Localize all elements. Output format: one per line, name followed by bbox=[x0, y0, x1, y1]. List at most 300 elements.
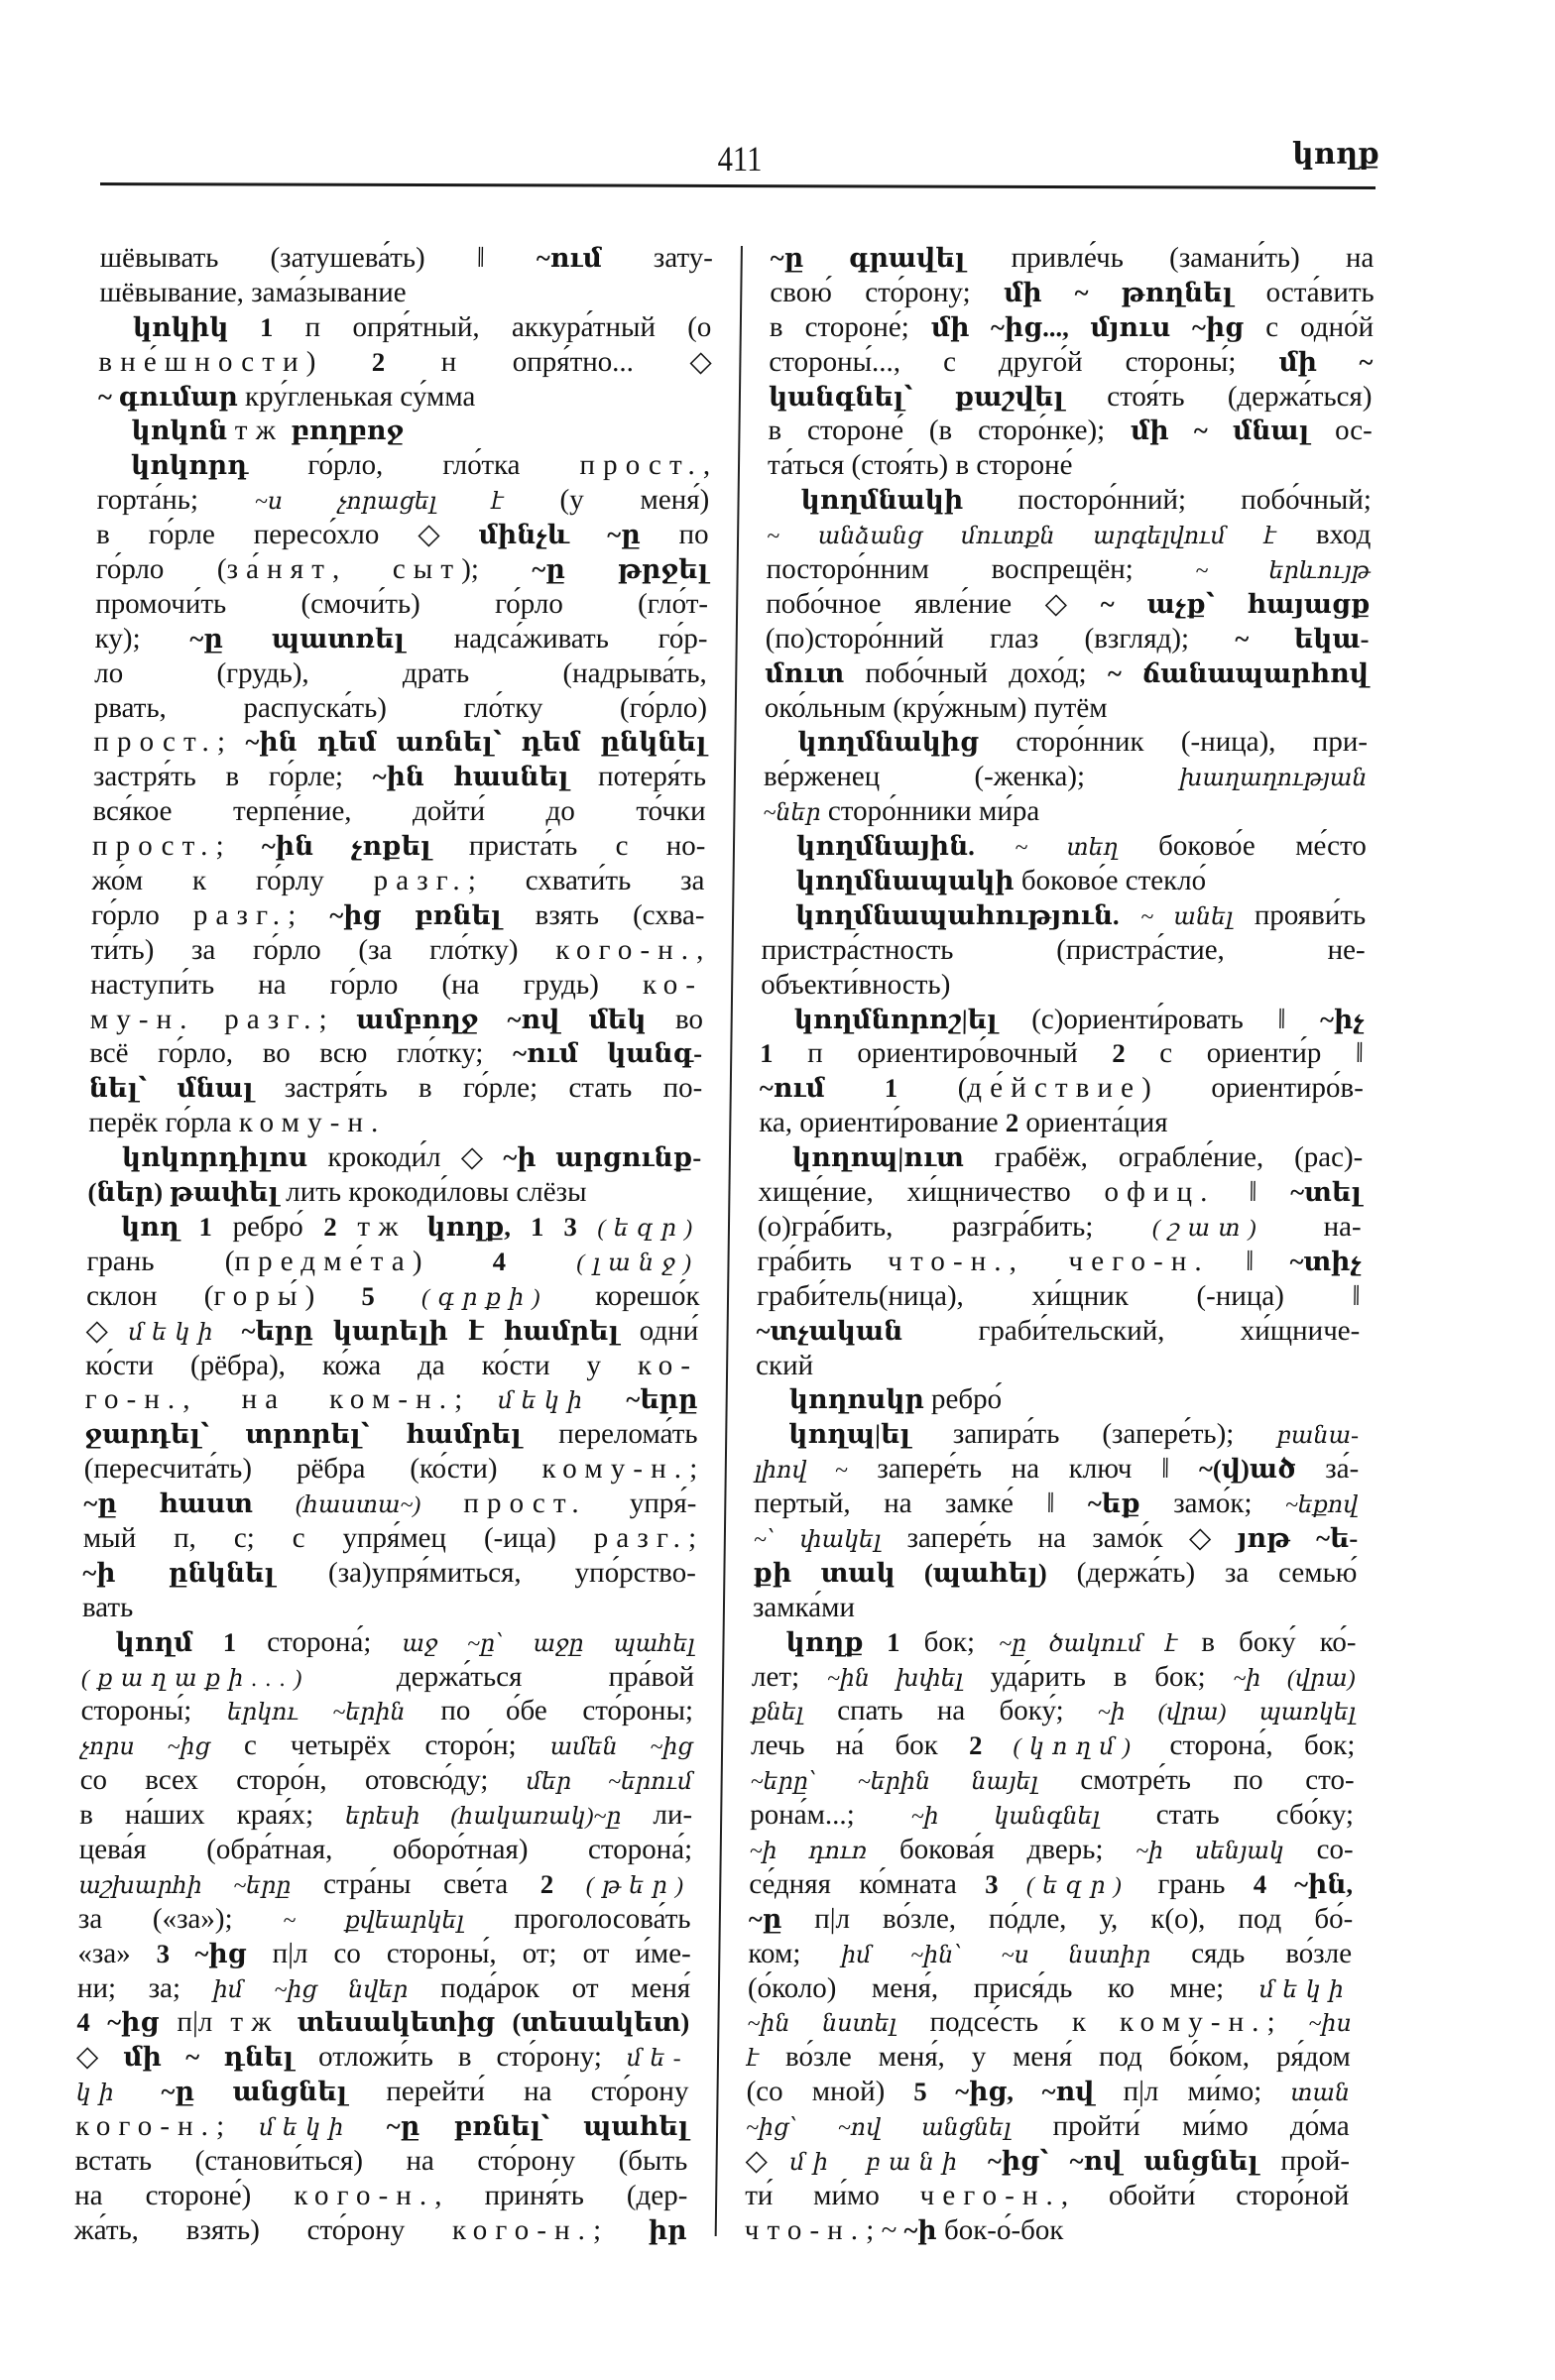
headword: կոկիկ bbox=[132, 311, 229, 342]
line-text bbox=[122, 1140, 702, 1175]
line-text bbox=[85, 1314, 698, 1351]
entry-line bbox=[89, 1003, 702, 1037]
line-text bbox=[796, 829, 1367, 866]
line-text bbox=[78, 1867, 692, 1904]
russian-text: се́дняя ко́мната bbox=[749, 1867, 986, 1900]
line-text bbox=[79, 1833, 693, 1867]
russian-text: запере́ть на замо́к ◇ bbox=[880, 1521, 1238, 1554]
russian-text: зату- bbox=[601, 242, 714, 274]
bold-phrase: մինչև ~ը bbox=[478, 520, 641, 550]
line-text bbox=[84, 1382, 697, 1419]
russian-text: та́ться (стоя́ть) в стороне́ bbox=[767, 449, 1073, 482]
bold-phrase: ~ին հասնել bbox=[372, 762, 569, 792]
line-text bbox=[84, 1417, 698, 1452]
entry-line bbox=[81, 1660, 694, 1695]
russian-text: лет; bbox=[751, 1660, 828, 1693]
russian-text: п опря́тный, аккура́тный (о bbox=[273, 310, 712, 343]
spaced-label: го-н., на ком-н. bbox=[84, 1383, 455, 1416]
line-text bbox=[753, 1591, 856, 1625]
entry-headword-line bbox=[87, 1210, 700, 1245]
line-text bbox=[793, 1003, 1364, 1037]
russian-text: ( bbox=[897, 1072, 968, 1105]
spaced-label: за́нят bbox=[226, 553, 333, 586]
bold-phrase: ~ը bbox=[748, 1903, 782, 1934]
bold-phrase: ~տել bbox=[1290, 1177, 1363, 1208]
line-text bbox=[79, 1798, 692, 1835]
russian-text: сторо́нники ми́ра bbox=[820, 795, 1040, 828]
spaced-italic-label: մեկի bbox=[259, 2115, 352, 2142]
russian-text bbox=[279, 2006, 297, 2038]
line-text bbox=[82, 1556, 696, 1591]
russian-text: одни́ bbox=[618, 1314, 699, 1347]
russian-text: рона́м...; bbox=[750, 1799, 911, 1832]
russian-text: граби́тельский, хи́щниче- bbox=[902, 1314, 1361, 1347]
russian-text: (о́коло) меня́, прися́дь ко мне; bbox=[747, 1971, 1259, 2004]
russian-text: боково́е ме́сто bbox=[1118, 830, 1368, 863]
bold-phrase: կանգնել՝ քաշվել bbox=[768, 381, 1065, 412]
spaced-label: тж bbox=[234, 415, 285, 447]
russian-text: сторо́нник (-ница), при- bbox=[978, 726, 1369, 759]
bold-phrase: ~ը բռնել՝ պահել bbox=[386, 2111, 689, 2142]
entry-line bbox=[749, 1902, 1353, 1937]
entry-line bbox=[74, 2213, 687, 2248]
line-text bbox=[785, 1625, 1356, 1662]
entry-line bbox=[95, 587, 708, 622]
spaced-italic-label: (քաղաքի...) bbox=[80, 1665, 310, 1692]
line-text bbox=[90, 933, 703, 968]
line-text bbox=[82, 1591, 134, 1625]
bold-phrase: 2 bbox=[371, 346, 386, 377]
bold-phrase: ~ը անցնել bbox=[161, 2077, 348, 2107]
spaced-label: му-н. bbox=[89, 1003, 195, 1035]
russian-text: ребро́ bbox=[923, 1383, 1003, 1416]
entry-line bbox=[82, 1591, 695, 1625]
entry-line bbox=[92, 829, 705, 864]
spaced-italic-label: (թեր) bbox=[585, 1872, 692, 1899]
spaced-label: прост. bbox=[579, 449, 704, 482]
entry-line bbox=[83, 1487, 696, 1521]
bold-phrase: մի ~ից..., մյուս ~ից bbox=[930, 311, 1245, 342]
russian-text: в стороне́ (в сторо́нке); bbox=[768, 415, 1132, 447]
russian-text: грань ( bbox=[86, 1245, 235, 1277]
russian-text: подсе́сть к bbox=[896, 2006, 1121, 2039]
russian-text: , bbox=[702, 449, 711, 482]
spaced-italic-label: (լանջ) bbox=[576, 1250, 700, 1276]
entry-line bbox=[92, 794, 705, 829]
italic-example: ~ տեղ bbox=[1015, 835, 1119, 862]
entry-line bbox=[765, 691, 1369, 726]
line-text bbox=[756, 1349, 813, 1383]
line-text bbox=[79, 1763, 692, 1800]
bold-phrase: 5 bbox=[361, 1280, 376, 1311]
russian-text bbox=[375, 1280, 422, 1312]
russian-text: прояви́ть bbox=[1233, 898, 1367, 931]
italic-example: ~ը ծակում է bbox=[998, 1630, 1178, 1657]
italic-example: երեսի (հակառակ)~ը bbox=[344, 1804, 622, 1831]
russian-text: , приня́ть (дер- bbox=[434, 2179, 688, 2211]
entry-line bbox=[761, 933, 1365, 968]
russian-text: проголосова́ть bbox=[463, 1902, 691, 1935]
line-text bbox=[95, 587, 708, 622]
entry-headword-line bbox=[759, 1140, 1363, 1175]
line-text bbox=[750, 1763, 1354, 1800]
russian-text: цева́я (обра́тная, оборо́тная) сторона́; bbox=[78, 1833, 693, 1865]
bold-phrase: ~ի bbox=[903, 2214, 937, 2245]
russian-text: вход bbox=[1275, 519, 1372, 551]
bold-phrase: 2 bbox=[968, 1730, 983, 1761]
russian-text: ‖ bbox=[1209, 1245, 1290, 1277]
entry-line bbox=[98, 380, 711, 415]
italic-example: (հաստա~) bbox=[295, 1492, 421, 1519]
russian-text: (у меня́) bbox=[503, 484, 710, 517]
bold-phrase: ~երը bbox=[626, 1384, 698, 1415]
entry-line bbox=[79, 1798, 692, 1833]
entry-headword-line bbox=[88, 1140, 701, 1175]
line-text bbox=[765, 656, 1369, 691]
russian-text: ◇ bbox=[75, 2041, 124, 2074]
headword: կողմնակի bbox=[800, 485, 964, 516]
italic-example: իմ ~ից նվեր bbox=[212, 1976, 409, 2003]
russian-text: с четырёх сторо́н; bbox=[209, 1729, 551, 1762]
spaced-label: прост. bbox=[93, 726, 218, 759]
entry-headword-line bbox=[755, 1382, 1359, 1417]
russian-text: ) ориентиро́в- bbox=[1140, 1072, 1365, 1105]
line-text bbox=[131, 448, 711, 483]
entry-line bbox=[766, 587, 1370, 622]
spaced-label: кому-н. bbox=[238, 1107, 387, 1139]
russian-text: за («за»); bbox=[77, 1902, 284, 1935]
russian-text bbox=[506, 1246, 577, 1277]
bold-phrase: 3 ~ից bbox=[156, 1938, 247, 1968]
bold-phrase: ~ում կանգ- bbox=[512, 1038, 703, 1069]
headword: կողմնապահություն. bbox=[794, 899, 1120, 930]
entry-line bbox=[91, 864, 704, 898]
russian-text: бокова́я дверь; bbox=[867, 1833, 1136, 1865]
entry-line bbox=[756, 1314, 1360, 1349]
line-text bbox=[748, 1971, 1353, 2008]
entry-line bbox=[76, 2005, 689, 2040]
russian-text: пристра́стность (пристра́стие, не- bbox=[761, 933, 1366, 966]
entry-line bbox=[78, 1867, 691, 1902]
line-text bbox=[753, 1556, 1358, 1591]
line-text bbox=[759, 1106, 1168, 1140]
russian-text bbox=[406, 1211, 426, 1243]
entry-line bbox=[77, 1937, 690, 1971]
italic-example: ~ անձանց մուտքն արգելվում է bbox=[766, 524, 1277, 550]
russian-text: го́рло bbox=[90, 898, 194, 931]
russian-text: го́рло ( bbox=[95, 553, 227, 586]
italic-example: ~՝ փակել bbox=[753, 1526, 882, 1553]
russian-text: по bbox=[640, 519, 709, 551]
russian-text: го́рло, гло́тка bbox=[248, 449, 580, 482]
line-text bbox=[94, 656, 707, 691]
entry-line bbox=[86, 1279, 699, 1314]
entry-line bbox=[94, 656, 707, 691]
russian-text: стра́ны све́та bbox=[291, 1867, 541, 1900]
spaced-label: ко- bbox=[642, 968, 704, 1001]
spaced-label: разг. bbox=[192, 898, 289, 931]
russian-text: стать сбо́ку; bbox=[1099, 1799, 1355, 1832]
russian-text: стоя́ть (держа́ться) bbox=[1063, 380, 1373, 413]
russian-text: н опря́тно... ◇ bbox=[385, 345, 713, 378]
line-text bbox=[747, 2005, 1352, 2042]
spaced-label: кого-н. bbox=[74, 2110, 217, 2143]
entry-line bbox=[750, 1763, 1354, 1798]
entry-line bbox=[759, 1106, 1363, 1140]
entry-line bbox=[745, 2144, 1349, 2179]
entry-line bbox=[84, 1452, 697, 1487]
entry-headword-line bbox=[752, 1625, 1356, 1660]
line-text bbox=[91, 864, 704, 898]
spaced-italic-label: (շատ) bbox=[1151, 1215, 1265, 1242]
entry-line bbox=[745, 2179, 1349, 2213]
russian-text: ; bbox=[592, 2213, 650, 2246]
entry-line bbox=[95, 552, 708, 587]
headword: կողք bbox=[785, 1626, 864, 1657]
russian-text: п|л bbox=[159, 2006, 231, 2039]
russian-text bbox=[420, 1488, 463, 1519]
russian-text: гра́бить bbox=[757, 1245, 889, 1277]
entry-headword-line bbox=[764, 725, 1368, 760]
russian-text: вать bbox=[81, 1591, 134, 1623]
russian-text: вся́кое терпе́ние, дойти́ до то́чки bbox=[92, 795, 706, 828]
russian-text: в боку́ ко́- bbox=[1176, 1625, 1357, 1658]
russian-text: с одно́й bbox=[1243, 310, 1375, 343]
line-text bbox=[757, 1279, 1361, 1314]
spaced-label: офиц. bbox=[1104, 1176, 1216, 1209]
russian-text: п|л со стороны́, от; от и́ме- bbox=[246, 1937, 692, 1969]
russian-text: лечь на́ бок bbox=[750, 1729, 970, 1762]
entry-line bbox=[766, 622, 1370, 656]
entry-line bbox=[745, 2213, 1349, 2248]
russian-text: боково́е стекло́ bbox=[1014, 865, 1207, 897]
bold-phrase: 1 bbox=[192, 1626, 237, 1657]
russian-text: бок-о́-бок bbox=[936, 2213, 1064, 2246]
russian-text: застря́ть в го́рле; bbox=[92, 761, 373, 793]
italic-example: ~երը՝ ~երին նայել bbox=[750, 1769, 1038, 1796]
russian-text: ) bbox=[305, 345, 373, 378]
spaced-italic-label: (գրքի) bbox=[420, 1284, 549, 1311]
line-text bbox=[749, 1867, 1353, 1904]
bold-phrase: 5 ~ից, ~ով bbox=[913, 2077, 1095, 2107]
russian-text: стороны́; bbox=[80, 1695, 228, 1727]
russian-text: лить крокоди́ловы слёзы bbox=[278, 1176, 587, 1209]
line-text bbox=[795, 898, 1367, 935]
bold-phrase: 1 bbox=[228, 311, 274, 342]
italic-example: ~ի կանգնել bbox=[910, 1804, 1100, 1831]
line-text bbox=[766, 587, 1371, 622]
italic-example: ~ին խփել bbox=[826, 1665, 964, 1692]
russian-text: пертый, на замке́ ‖ bbox=[754, 1488, 1089, 1520]
line-text bbox=[749, 1902, 1354, 1937]
entry-line bbox=[757, 1245, 1361, 1279]
line-text bbox=[100, 241, 714, 276]
russian-text: , обойти́ сторо́ной bbox=[1060, 2179, 1350, 2211]
russian-text: замка́ми bbox=[752, 1591, 856, 1623]
line-text bbox=[755, 1452, 1360, 1488]
entry-line bbox=[75, 2075, 688, 2109]
russian-text: , bbox=[331, 553, 394, 586]
bold-phrase: 4 ~ից bbox=[76, 2007, 160, 2038]
line-text bbox=[92, 829, 706, 864]
italic-example: լիով ~ bbox=[754, 1458, 848, 1485]
russian-text: на стороне́) bbox=[73, 2179, 295, 2211]
spaced-label: вне́шности bbox=[98, 345, 306, 378]
entry-line bbox=[78, 1902, 691, 1937]
entry-line bbox=[74, 2144, 687, 2179]
bold-phrase: մի ~ թողնել bbox=[1003, 277, 1234, 307]
spaced-italic-label: մեկի bbox=[497, 1388, 591, 1415]
russian-text: ; bbox=[687, 1521, 697, 1554]
bold-phrase: 2 bbox=[1112, 1038, 1126, 1069]
bold-phrase: 2 bbox=[539, 1868, 554, 1899]
line-text bbox=[83, 1521, 697, 1556]
spaced-label: кого-н. bbox=[555, 933, 697, 966]
line-text bbox=[133, 310, 712, 345]
line-text bbox=[95, 552, 708, 587]
line-text bbox=[770, 276, 1375, 310]
entry-line bbox=[749, 1867, 1353, 1902]
italic-example: ~ս չորացել է bbox=[254, 489, 504, 516]
line-text bbox=[769, 380, 1373, 415]
bold-phrase: մի ~ դնել bbox=[123, 2042, 295, 2073]
spaced-label: прост. bbox=[91, 830, 216, 863]
line-text bbox=[770, 310, 1375, 345]
russian-text: ло (грудь), драть (надрыва́ть, bbox=[94, 656, 708, 689]
bold-phrase: նել՝ մնալ bbox=[88, 1073, 254, 1104]
entry-line bbox=[748, 1971, 1352, 2006]
russian-text: п|л ми́мо; bbox=[1094, 2076, 1291, 2108]
running-head: կողք bbox=[1292, 137, 1379, 172]
entry-line bbox=[77, 1971, 690, 2006]
entry-line bbox=[756, 1349, 1360, 1383]
russian-text: промочи́ть (смочи́ть) го́рло (гло́т- bbox=[95, 587, 709, 620]
spaced-italic-label: (եզր) bbox=[1025, 1872, 1131, 1899]
italic-example: երկու ~երին bbox=[226, 1700, 406, 1726]
russian-text: перелома́ть bbox=[521, 1418, 698, 1451]
line-text bbox=[75, 2109, 689, 2146]
bold-phrase: ~ում 1 bbox=[759, 1073, 898, 1104]
line-text bbox=[76, 2005, 689, 2040]
russian-text: посторо́нним воспрещён; bbox=[766, 553, 1196, 586]
entry-line bbox=[748, 1937, 1352, 1971]
spaced-italic-label: մեկի bbox=[128, 1319, 222, 1346]
russian-text: жо́м к го́рлу bbox=[91, 865, 374, 897]
entry-line bbox=[80, 1694, 693, 1728]
line-text bbox=[78, 1902, 691, 1939]
line-text bbox=[750, 1798, 1354, 1835]
russian-text: ; bbox=[215, 2110, 260, 2143]
entry-line bbox=[747, 2005, 1351, 2040]
russian-text: ); bbox=[460, 553, 533, 586]
italic-example: ~ի դուռ bbox=[749, 1838, 868, 1864]
russian-text: ко́сти (рёбра), ко́жа да ко́сти у bbox=[84, 1349, 639, 1381]
entry-line bbox=[98, 345, 711, 380]
line-text bbox=[754, 1521, 1359, 1558]
spaced-label: кого-н. bbox=[451, 2213, 594, 2246]
entry-line bbox=[80, 1728, 693, 1763]
spaced-italic-label: մեկի bbox=[1258, 1976, 1353, 2003]
headword: կողոսկր bbox=[788, 1384, 924, 1415]
italic-example: ~ի սենյակ bbox=[1136, 1838, 1284, 1864]
russian-text: рвать, распуска́ть) гло́тку (го́рло) bbox=[93, 691, 708, 724]
entry-line bbox=[79, 1833, 692, 1867]
russian-text: взять (схва- bbox=[501, 898, 705, 931]
russian-text: привле́чь (замани́ть) на bbox=[965, 242, 1375, 274]
russian-text: потеря́ть bbox=[568, 761, 707, 793]
headword: կող bbox=[120, 1211, 179, 1242]
line-text bbox=[74, 2213, 687, 2248]
russian-text bbox=[982, 1729, 1014, 1761]
russian-text: держа́ться пра́вой bbox=[309, 1660, 695, 1693]
russian-text: ку); bbox=[94, 622, 190, 654]
italic-example: իմ ~ին՝ ~ս նստիր bbox=[841, 1942, 1151, 1968]
bold-phrase: ~ը պատռել bbox=[189, 623, 406, 654]
russian-text: всё го́рло, во всю гло́тку; bbox=[89, 1037, 514, 1070]
russian-text: ◇ bbox=[85, 1314, 129, 1347]
entry-line bbox=[74, 2179, 687, 2213]
bold-phrase: 1 bbox=[179, 1211, 213, 1242]
russian-text bbox=[336, 1211, 357, 1243]
entry-headword-line bbox=[81, 1625, 694, 1660]
line-text bbox=[751, 1728, 1356, 1765]
russian-text: пода́рок от меня́ bbox=[408, 1971, 691, 2004]
russian-text: (по)сторо́нний глаз (взгляд); bbox=[765, 622, 1236, 654]
spaced-label: тж bbox=[230, 2006, 280, 2039]
russian-text: п|л во́зле, по́дле, у, к(о), под бо́- bbox=[781, 1902, 1354, 1935]
entry-line bbox=[751, 1694, 1355, 1728]
entry-line bbox=[758, 1175, 1362, 1210]
entry-line bbox=[95, 622, 708, 656]
spaced-italic-label: (եզր) bbox=[597, 1215, 701, 1242]
russian-text: за́- bbox=[1295, 1453, 1360, 1486]
line-text bbox=[758, 1210, 1362, 1247]
entry-line bbox=[100, 241, 713, 276]
line-text bbox=[98, 380, 476, 415]
russian-text: надса́живать го́р- bbox=[404, 622, 708, 654]
entry-line bbox=[768, 414, 1372, 448]
russian-text: крокоди́л ◇ bbox=[307, 1141, 504, 1174]
bold-phrase: ջարդել՝ տրորել՝ համրել bbox=[84, 1419, 522, 1450]
line-text bbox=[75, 2075, 688, 2111]
bold-phrase: ~ աչք՝ հայացք bbox=[1100, 588, 1371, 619]
bold-phrase: ~ին դեմ առնել՝ դեմ ընկնել bbox=[245, 727, 707, 758]
headword: կողմ bbox=[115, 1626, 193, 1657]
line-text bbox=[80, 1728, 693, 1765]
russian-text: спать на боку́; bbox=[802, 1695, 1099, 1727]
italic-example: չորս ~ից bbox=[79, 1734, 211, 1761]
headword: կոկոն bbox=[131, 416, 228, 446]
entry-line bbox=[96, 518, 709, 552]
headword: կողմնային. bbox=[795, 831, 976, 862]
spaced-label: сыт bbox=[392, 553, 462, 586]
line-text bbox=[758, 1175, 1362, 1210]
line-text bbox=[766, 622, 1370, 656]
line-text bbox=[83, 1487, 697, 1523]
line-text bbox=[121, 1210, 701, 1247]
italic-example: ~ քվեարկել bbox=[283, 1907, 464, 1934]
line-text bbox=[86, 1245, 699, 1281]
line-text bbox=[795, 864, 1206, 898]
entry-headword-line bbox=[97, 414, 710, 448]
russian-text: сядь во́зле bbox=[1150, 1937, 1353, 1969]
russian-text: ком; bbox=[748, 1937, 842, 1969]
russian-text: ; bbox=[288, 898, 330, 931]
bold-phrase: ~ի արցունք- bbox=[503, 1142, 702, 1173]
entry-line bbox=[94, 691, 707, 726]
russian-text: граби́тель(ница), хи́щник (-ница) ‖ bbox=[756, 1279, 1361, 1312]
entry-line bbox=[764, 760, 1368, 794]
